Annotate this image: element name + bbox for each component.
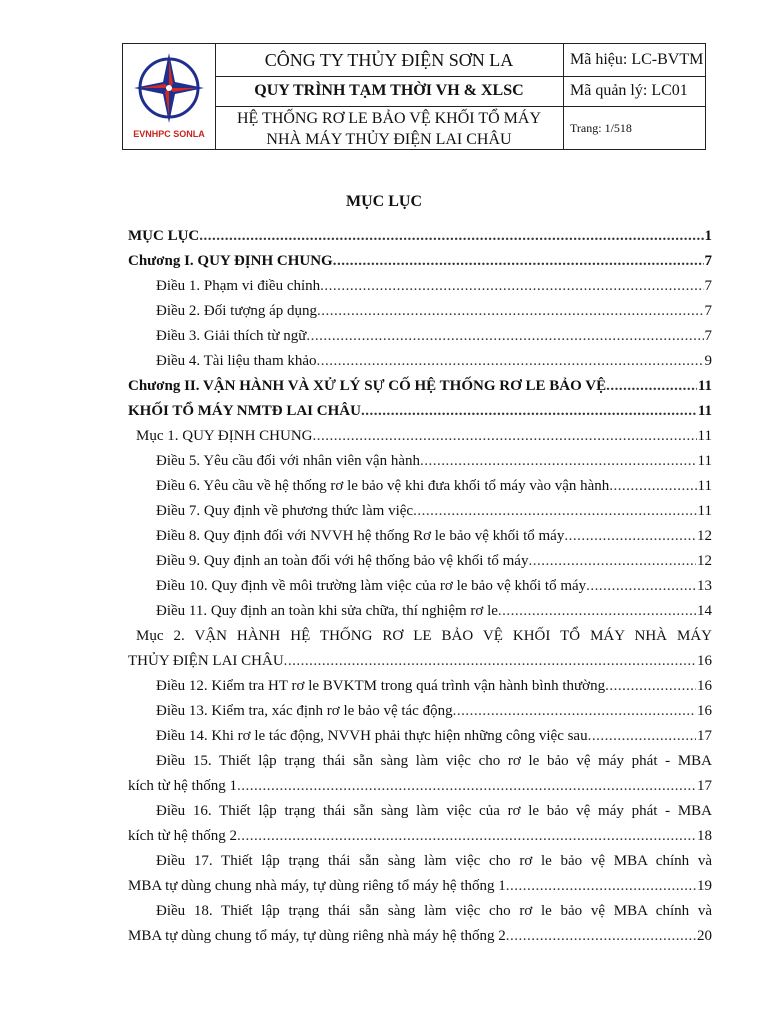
toc-entry-text: kích từ hệ thống 1	[128, 778, 237, 794]
system-title-line-2: NHÀ MÁY THỦY ĐIỆN LAI CHÂU	[266, 130, 512, 148]
toc-entry-text: Điều 11. Quy định an toàn khi sửa chữa, thí nghiệm rơ le	[156, 603, 498, 619]
table-of-contents	[128, 224, 712, 949]
system-title	[215, 106, 563, 151]
toc-page-number: 11	[697, 503, 712, 519]
toc-entry[interactable]	[128, 799, 712, 849]
dot-leader	[313, 424, 697, 449]
dot-leader	[333, 249, 704, 274]
system-title-line-1: HỆ THỐNG RƠ LE BẢO VỆ KHỐI TỔ MÁY	[237, 109, 541, 127]
dot-leader	[284, 649, 696, 674]
toc-entry-text: Điều 2. Đối tượng áp dụng	[156, 303, 318, 319]
toc-page-number: 7	[704, 278, 712, 294]
dot-leader	[413, 499, 696, 524]
company-name: CÔNG TY THỦY ĐIỆN SƠN LA	[264, 49, 514, 70]
dot-leader	[237, 774, 696, 799]
dot-leader	[528, 549, 696, 574]
management-code: Mã quản lý: LC01	[570, 82, 688, 99]
toc-page-number: 12	[697, 553, 712, 569]
toc-entry-text: Điều 7. Quy định về phương thức làm việc	[156, 503, 414, 519]
toc-page-number: 16	[697, 703, 712, 719]
toc-entry[interactable]	[128, 724, 712, 749]
toc-entry[interactable]	[128, 549, 712, 574]
toc-page-number: 7	[704, 253, 712, 269]
toc-page-number: 16	[697, 678, 712, 694]
dot-leader	[605, 674, 696, 699]
toc-entry-text: Điều 5. Yêu cầu đối với nhân viên vận hành	[156, 453, 420, 469]
toc-page-number: 11	[697, 403, 712, 419]
toc-page-number: 11	[697, 378, 712, 394]
toc-page-number: 12	[697, 528, 712, 544]
dot-leader	[237, 824, 696, 849]
toc-entry-text-line-1: Điều 16. Thiết lập trạng thái sẵn sàng làm việc của rơ le bảo vệ máy phát - MBA	[156, 803, 712, 819]
toc-entry[interactable]	[128, 299, 712, 324]
toc-page-number: 17	[697, 728, 712, 744]
toc-page-number: 11	[697, 453, 712, 469]
dot-leader	[306, 324, 703, 349]
toc-page-number: 9	[704, 353, 712, 369]
toc-entry-text: Mục 1. QUY ĐỊNH CHUNG	[136, 428, 313, 444]
toc-page-number: 7	[704, 328, 712, 344]
toc-entry-text: kích từ hệ thống 2	[128, 828, 237, 844]
toc-entry-text: MỤC LỤC	[128, 228, 200, 244]
toc-entry[interactable]	[128, 499, 712, 524]
toc-page-number: 18	[697, 828, 712, 844]
document-header	[122, 43, 706, 150]
toc-entry-text: Điều 8. Quy định đối với NVVH hệ thống Rơ le bảo vệ khối tổ máy	[156, 528, 565, 544]
toc-page-number: 16	[697, 653, 712, 669]
toc-entry[interactable]	[128, 324, 712, 349]
toc-entry[interactable]	[128, 374, 712, 399]
toc-page-number: 7	[704, 303, 712, 319]
toc-entry[interactable]	[128, 624, 712, 674]
toc-page-number: 11	[697, 478, 712, 494]
procedure-title: QUY TRÌNH TẠM THỜI VH & XLSC	[254, 82, 524, 99]
toc-entry[interactable]	[128, 749, 712, 799]
toc-entry[interactable]	[128, 574, 712, 599]
toc-page-number: 13	[697, 578, 712, 594]
toc-entry[interactable]	[128, 474, 712, 499]
dot-leader	[606, 374, 697, 399]
toc-entry[interactable]	[128, 599, 712, 624]
toc-entry[interactable]	[128, 899, 712, 949]
toc-title: MỤC LỤC	[346, 193, 422, 210]
toc-page-number: 1	[704, 228, 712, 244]
toc-entry-text: KHỐI TỔ MÁY NMTĐ LAI CHÂU	[128, 403, 361, 419]
dot-leader	[317, 299, 703, 324]
toc-page-number: 14	[697, 603, 712, 619]
dot-leader	[361, 399, 697, 424]
toc-entry-text: Điều 4. Tài liệu tham khảo	[156, 353, 317, 369]
toc-entry-text-line-1: Mục 2. VẬN HÀNH HỆ THỐNG RƠ LE BẢO VỆ KHỐI TỔ MÁY NHÀ MÁY	[136, 628, 712, 644]
toc-entry[interactable]	[128, 674, 712, 699]
toc-entry[interactable]	[128, 524, 712, 549]
dot-leader	[498, 599, 696, 624]
toc-entry-text-line-1: Điều 15. Thiết lập trạng thái sẵn sàng làm việc cho rơ le bảo vệ máy phát - MBA	[156, 753, 712, 769]
dot-leader	[564, 524, 696, 549]
dot-leader	[609, 474, 696, 499]
toc-entry-text: Chương I. QUY ĐỊNH CHUNG	[128, 253, 333, 269]
dot-leader	[506, 924, 696, 949]
toc-entry[interactable]	[128, 399, 712, 424]
toc-entry-text: Điều 1. Phạm vi điều chỉnh	[156, 278, 321, 294]
dot-leader	[506, 874, 696, 899]
toc-entry-text: Điều 6. Yêu cầu về hệ thống rơ le bảo vệ khi đưa khối tổ máy vào vận hành	[156, 478, 610, 494]
toc-entry-text-line-1: Điều 17. Thiết lập trạng thái sẵn sàng làm việc cho rơ le bảo vệ MBA chính và	[156, 853, 712, 869]
toc-entry[interactable]	[128, 224, 712, 249]
dot-leader	[199, 224, 703, 249]
dot-leader	[317, 349, 704, 374]
toc-entry-text: Điều 10. Quy định về môi trường làm việc của rơ le bảo vệ khối tổ máy	[156, 578, 587, 594]
toc-entry-text: Điều 13. Kiểm tra, xác định rơ le bảo vệ tác động	[156, 703, 453, 719]
dot-leader	[420, 449, 697, 474]
toc-entry[interactable]	[128, 699, 712, 724]
toc-entry[interactable]	[128, 849, 712, 899]
toc-entry-text: Điều 14. Khi rơ le tác động, NVVH phải thực hiện những công việc sau	[156, 728, 588, 744]
toc-entry[interactable]	[128, 349, 712, 374]
toc-page-number: 11	[697, 428, 712, 444]
toc-entry-text: Điều 12. Kiểm tra HT rơ le BVKTM trong quá trình vận hành bình thường	[156, 678, 606, 694]
toc-entry-text: Điều 9. Quy định an toàn đối với hệ thống bảo vệ khối tổ máy	[156, 553, 529, 569]
toc-entry-text: MBA tự dùng chung nhà máy, tự dùng riêng tổ máy hệ thống 1	[128, 878, 506, 894]
toc-entry-text: THỦY ĐIỆN LAI CHÂU	[128, 653, 284, 669]
toc-entry-text: MBA tự dùng chung tổ máy, tự dùng riêng nhà máy hệ thống 2	[128, 928, 506, 944]
toc-entry[interactable]	[128, 249, 712, 274]
dot-leader	[320, 274, 703, 299]
toc-entry[interactable]	[128, 274, 712, 299]
toc-entry-text: Chương II. VẬN HÀNH VÀ XỬ LÝ SỰ CỐ HỆ THỐNG RƠ LE BẢO VỆ	[128, 378, 607, 394]
toc-page-number: 17	[697, 778, 712, 794]
evnhpc-logo	[123, 44, 215, 151]
toc-page-number: 20	[697, 928, 712, 944]
toc-entry-text: Điều 3. Giải thích từ ngữ	[156, 328, 307, 344]
page-indicator: Trang: 1/518	[570, 121, 632, 135]
toc-entry-text-line-1: Điều 18. Thiết lập trạng thái sẵn sàng làm việc cho rơ le bảo vệ MBA chính và	[156, 903, 712, 919]
toc-entry[interactable]	[128, 449, 712, 474]
toc-entry[interactable]	[128, 424, 712, 449]
logo-star-icon	[123, 44, 215, 151]
document-code: Mã hiệu: LC-BVTM	[570, 51, 704, 68]
dot-leader	[586, 574, 696, 599]
dot-leader	[453, 699, 696, 724]
dot-leader	[588, 724, 696, 749]
toc-page-number: 19	[697, 878, 712, 894]
logo-wordmark: EVNHPC SONLA	[133, 129, 205, 139]
